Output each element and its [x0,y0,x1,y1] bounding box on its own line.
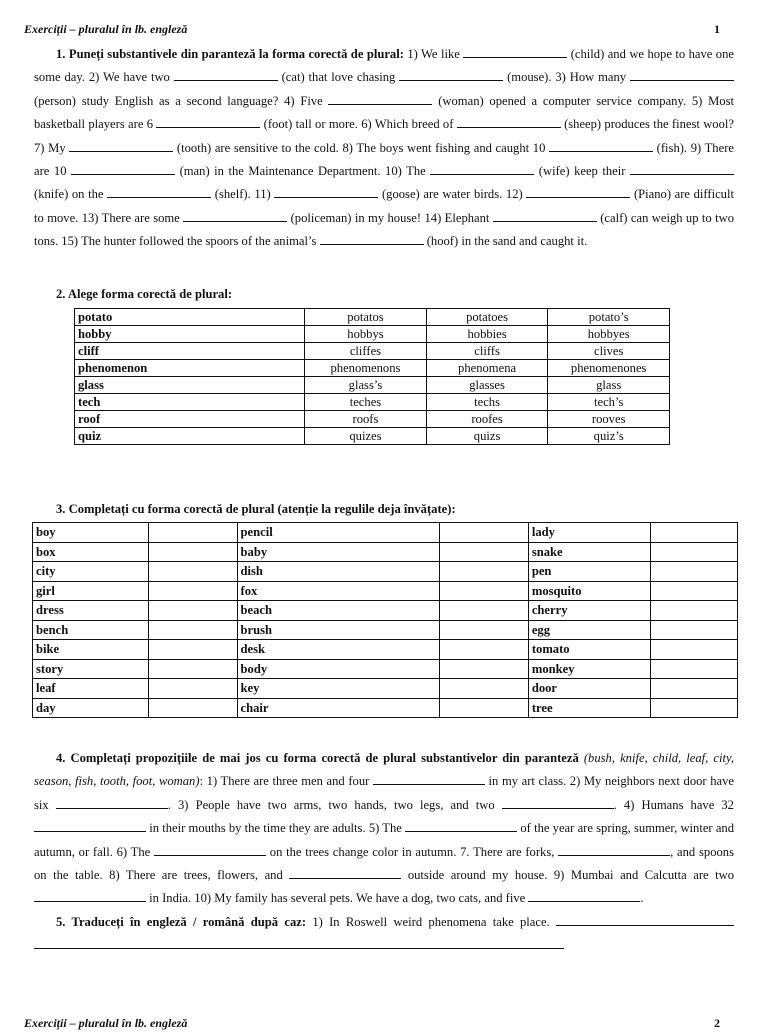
singular-word: tech [75,394,305,411]
singular-word: girl [33,581,149,601]
ex4-text: . 4) Humans have 32 [613,797,734,812]
plural-option[interactable]: potatos [305,309,427,326]
plural-answer-cell[interactable] [148,679,237,699]
plural-option[interactable]: clives [548,343,670,360]
choice-row [75,411,670,428]
answer-blank[interactable] [34,819,146,832]
singular-word: cherry [528,601,650,621]
answer-blank[interactable] [556,913,734,926]
plural-answer-cell[interactable] [440,581,529,601]
ex1-text: (policeman) in my house! 14) Elephant [290,210,490,225]
ex4-text: : 1) There are three men and four [199,774,370,789]
exercise-2-title: 2. Alege forma corectă de plural: [56,287,233,301]
singular-word: story [33,659,149,679]
singular-word: pen [528,562,650,582]
ex1-text: (man) in the Maintenance Department. 10) The [179,164,426,179]
plural-answer-cell[interactable] [650,620,737,640]
singular-word: lady [528,523,650,543]
answer-blank[interactable] [630,68,734,81]
plural-option[interactable]: hobbys [305,326,427,343]
plural-answer-cell[interactable] [650,601,737,621]
exercise-3-title: 3. Completați cu forma corectă de plural (atenție la regulile deja învățate): [56,502,456,516]
plural-answer-cell[interactable] [650,640,737,660]
plural-answer-cell[interactable] [148,581,237,601]
singular-word: door [528,679,650,699]
ex4-text: , and spoons on the table. 8) There are trees, flowers, and [34,844,734,883]
plural-answer-cell[interactable] [650,679,737,699]
answer-blank[interactable] [457,115,561,128]
choice-row [75,343,670,360]
plural-option[interactable]: glass [548,377,670,394]
plural-fill-table [32,522,738,718]
singular-word: monkey [528,659,650,679]
singular-word: bench [33,620,149,640]
answer-blank[interactable] [69,139,173,152]
answer-blank[interactable] [399,68,503,81]
plural-option[interactable]: hobbies [426,326,548,343]
answer-blank[interactable] [34,889,146,902]
singular-word: tomato [528,640,650,660]
exercise-4-words: (bush, knife, child, leaf, city, season, fish, tooth, foot, woman) [34,751,734,789]
answer-blank[interactable] [289,866,401,879]
ex4-text: in India. 10) My family has several pets. We have a dog, two cats, and five [149,891,526,906]
fill-row [33,620,738,640]
ex4-text: in their mouths by the time they are adults. 5) The [149,821,402,836]
fill-row [33,581,738,601]
answer-blank[interactable] [56,796,168,809]
ex1-text: (calf) can weigh up to two tons. 15) The hunter followed the spoors of the animal’s [34,210,734,249]
ex4-text: on the trees change color in autumn. 7. There are forks, [269,844,555,859]
ex1-text: (foot) tall or more. 6) Which breed of [263,117,454,132]
choice-row [75,428,670,445]
singular-word: dish [237,562,440,582]
answer-blank[interactable] [558,843,670,856]
ex1-text: (fish). 9) There are 10 [34,140,734,179]
fill-row [33,601,738,621]
answer-blank[interactable] [34,936,564,949]
page-footer [24,1016,720,1032]
singular-word: mosquito [528,581,650,601]
plural-answer-cell[interactable] [440,523,529,543]
singular-word: bike [33,640,149,660]
plural-answer-cell[interactable] [148,542,237,562]
plural-option[interactable]: tech’s [548,394,670,411]
plural-answer-cell[interactable] [148,698,237,718]
ex4-text: . 3) People have two arms, two hands, two legs, and two [167,797,495,812]
plural-answer-cell[interactable] [440,679,529,699]
plural-option[interactable]: potatoes [426,309,548,326]
singular-word: day [33,698,149,718]
singular-word: hobby [75,326,305,343]
ex4-text: in my art class. 2) My neighbors next door have six [34,774,734,812]
plural-option[interactable]: potato’s [548,309,670,326]
plural-option[interactable]: quiz’s [548,428,670,445]
plural-choice-table [74,308,670,445]
ex1-text: (Piano) are difficult to move. 13) There are some [34,187,734,225]
singular-word: roof [75,411,305,428]
answer-blank[interactable] [320,232,424,245]
plural-option[interactable]: phenomenones [548,360,670,377]
ex1-text: (person) study English as a second language? 4) Five [34,93,323,108]
plural-answer-cell[interactable] [148,601,237,621]
plural-answer-cell[interactable] [440,659,529,679]
singular-word: boy [33,523,149,543]
plural-answer-cell[interactable] [440,698,529,718]
answer-blank[interactable] [630,162,734,175]
singular-word: city [33,562,149,582]
singular-word: brush [237,620,440,640]
plural-option[interactable]: phenomenons [305,360,427,377]
ex1-text: (tooth) are sensitive to the cold. 8) The boys went fishing and caught 10 [176,140,546,155]
ex4-text: outside around my house. 9) Mumbai and Calcutta are two [407,868,735,883]
page-number: 1 [714,22,720,36]
plural-option[interactable]: glasses [426,377,548,394]
choice-row [75,360,670,377]
plural-answer-cell[interactable] [148,562,237,582]
plural-answer-cell[interactable] [440,601,529,621]
plural-answer-cell[interactable] [440,562,529,582]
plural-answer-cell[interactable] [650,562,737,582]
ex1-text: (goose) are water birds. 12) [381,187,523,202]
plural-option[interactable]: rooves [548,411,670,428]
ex1-text: (hoof) in the sand and caught it. [426,234,588,249]
plural-answer-cell[interactable] [650,659,737,679]
singular-word: potato [75,309,305,326]
plural-answer-cell[interactable] [148,523,237,543]
answer-blank[interactable] [528,889,640,902]
plural-option[interactable]: teches [305,394,427,411]
singular-word: beach [237,601,440,621]
plural-option[interactable]: phenomena [426,360,548,377]
fill-row [33,698,738,718]
answer-blank[interactable] [156,115,260,128]
exercise-5 [34,911,734,958]
singular-word: cliff [75,343,305,360]
footer-title: Exerciții – pluralul în lb. engleză [24,1016,188,1030]
fill-row [33,523,738,543]
plural-option[interactable]: roofs [305,411,427,428]
answer-blank[interactable] [430,162,534,175]
ex1-text: 1) We like [407,47,460,61]
singular-word: snake [528,542,650,562]
singular-word: baby [237,542,440,562]
answer-blank[interactable] [71,162,175,175]
plural-answer-cell[interactable] [148,640,237,660]
plural-option[interactable]: hobbyes [548,326,670,343]
plural-answer-cell[interactable] [650,523,737,543]
plural-option[interactable]: quizes [305,428,427,445]
choice-row [75,326,670,343]
singular-word: pencil [237,523,440,543]
singular-word: fox [237,581,440,601]
choice-row [75,309,670,326]
singular-word: key [237,679,440,699]
answer-blank[interactable] [107,185,211,198]
ex1-text: (cat) that love chasing [281,70,396,85]
header-title: Exerciții – pluralul în lb. engleză [24,22,188,36]
singular-word: phenomenon [75,360,305,377]
singular-word: glass [75,377,305,394]
exercise-4 [34,747,734,911]
singular-word: desk [237,640,440,660]
singular-word: leaf [33,679,149,699]
ex1-text: (sheep) produces the finest wool? 7) My [34,117,734,155]
answer-blank[interactable] [154,843,266,856]
plural-answer-cell[interactable] [440,640,529,660]
answer-blank[interactable] [274,185,378,198]
answer-blank[interactable] [502,796,614,809]
ex5-text: 1) In Roswell weird phenomena take place. [312,915,550,929]
plural-answer-cell[interactable] [148,620,237,640]
exercise-4-title: 4. Completați propozițiile de mai jos cu forma corectă de plural substantivelor din paranteză [56,751,579,765]
ex1-text: (knife) on the [34,187,104,202]
plural-answer-cell[interactable] [650,542,737,562]
singular-word: box [33,542,149,562]
fill-row [33,562,738,582]
exercise-5-title: 5. Traduceți în engleză / română după caz: [56,915,307,929]
answer-blank[interactable] [373,772,485,785]
footer-page-number: 2 [714,1016,720,1030]
fill-row [33,659,738,679]
exercise-1-title: 1. Puneți substantivele din paranteză la forma corectă de plural: [56,47,404,61]
fill-row [33,542,738,562]
singular-word: chair [237,698,440,718]
answer-blank[interactable] [463,45,567,58]
ex4-text: of the year are spring, summer, winter and autumn, or fall. 6) The [34,821,735,859]
ex1-text: (mouse). 3) How many [507,70,627,85]
ex1-text: (wife) keep their [538,164,626,179]
answer-blank[interactable] [183,209,287,222]
answer-blank[interactable] [405,819,517,832]
answer-blank[interactable] [174,68,278,81]
page-header [24,22,720,38]
answer-blank[interactable] [328,92,432,105]
plural-option[interactable]: cliffs [426,343,548,360]
choice-row [75,377,670,394]
choice-row [75,394,670,411]
ex1-text: (woman) opened a computer service company. 5) Most basketball players are 6 [34,93,734,132]
plural-answer-cell[interactable] [440,620,529,640]
fill-row [33,640,738,660]
fill-row [33,679,738,699]
plural-answer-cell[interactable] [650,581,737,601]
plural-option[interactable]: quizs [426,428,548,445]
plural-option[interactable]: glass’s [305,377,427,394]
plural-answer-cell[interactable] [650,698,737,718]
plural-option[interactable]: cliffes [305,343,427,360]
ex4-text: . [640,891,644,906]
singular-word: egg [528,620,650,640]
plural-answer-cell[interactable] [440,542,529,562]
ex1-text: (shelf). 11) [214,187,271,202]
exercise-1 [34,43,734,254]
singular-word: tree [528,698,650,718]
answer-blank[interactable] [526,185,630,198]
plural-answer-cell[interactable] [148,659,237,679]
ex1-text: (child) and we hope to have one some day. 2) We have two [34,47,734,85]
singular-word: dress [33,601,149,621]
answer-blank[interactable] [493,209,597,222]
answer-blank[interactable] [549,139,653,152]
plural-option[interactable]: roofes [426,411,548,428]
singular-word: quiz [75,428,305,445]
plural-option[interactable]: techs [426,394,548,411]
singular-word: body [237,659,440,679]
